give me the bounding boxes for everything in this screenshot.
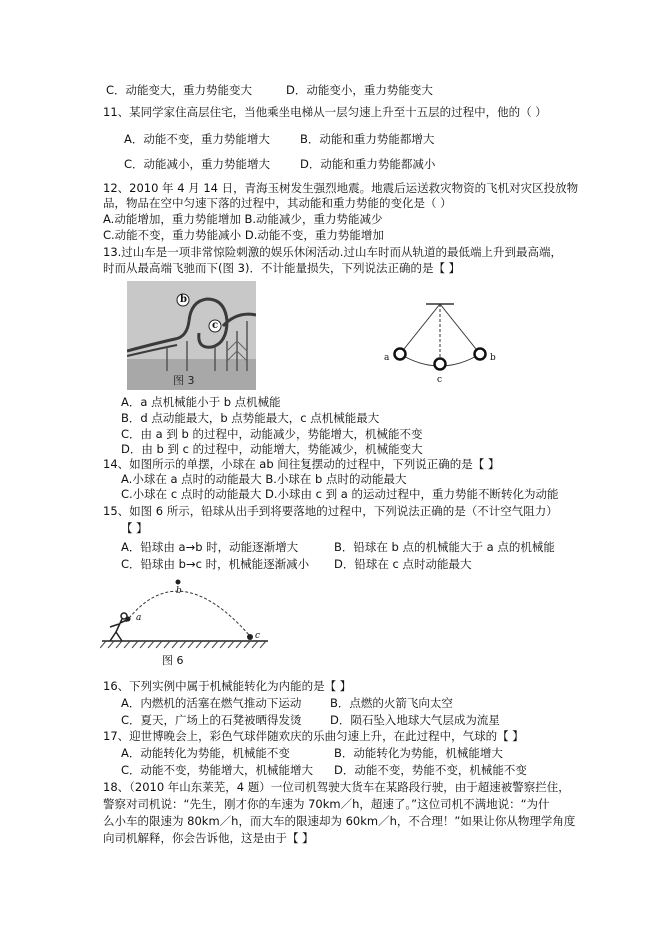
photo-point-c: c — [212, 320, 219, 331]
q14-options-ab: A.小球在 a 点时的动能最大 B.小球在 b 点时的动能最大 — [121, 472, 407, 486]
q15-stem-line1: 15、如图 6 所示，铅球从出手到将要落地的过程中，下列说法正确的是（不计空气阻力） — [103, 504, 558, 518]
q12-options-cd: C.动能不变，重力势能减小 D.动能不变，重力势能增加 — [103, 228, 384, 242]
q18-line3: 么小车的限速为 80km／h，而大车的限速却为 60km／h，不合理！”如果让你从物理学角度 — [103, 814, 576, 828]
q13-option-b: B．d 点动能最大，b 点势能最大，c 点机械能最大 — [121, 411, 380, 425]
shot-point-c: c — [255, 631, 261, 641]
q10-option-d: D．动能变小，重力势能变大 — [286, 83, 433, 97]
q11-option-c: C．动能减小，重力势能增大 — [124, 157, 271, 171]
q17-option-b: B．动能转化为势能，机械能增大 — [334, 746, 503, 760]
q11-option-a: A．动能不变，重力势能增大 — [124, 132, 270, 146]
q15-stem-line2: 【 】 — [121, 521, 148, 535]
q17-option-d: D．动能不变，势能不变，机械能不变 — [334, 763, 527, 777]
q13-option-c: C．由 a 到 b 的过程中，动能减少，势能增大，机械能不变 — [121, 427, 423, 441]
q14-stem: 14、如图所示的单摆，小球在 ab 间往复摆动的过程中，下列说正确的是【 】 — [103, 457, 500, 471]
q15-option-b: B．铅球在 b 点的机械能大于 a 点的机械能 — [334, 540, 555, 554]
q17-stem: 17、迎世博晚会上，彩色气球伴随欢庆的乐曲匀速上升，在此过程中，气球的【 】 — [103, 729, 524, 743]
shot-point-a: a — [136, 613, 142, 623]
q12-options-ab: A.动能增加，重力势能增加 B.动能减少，重力势能减少 — [103, 212, 383, 226]
q13-stem-line2: 时而从最高端飞驰而下(图 3)．不计能量损失，下列说法正确的是【 】 — [103, 261, 461, 275]
pendulum-point-b: b — [490, 353, 496, 363]
q17-option-c: C．动能不变，势能增大，机械能增大 — [121, 763, 314, 777]
photo-point-b: b — [180, 294, 187, 305]
q11-option-d: D．动能和重力势能都减小 — [300, 157, 436, 171]
q13-option-d: D．由 b 到 c 的过程中，动能增大，势能减少，机械能变大 — [121, 442, 423, 456]
q18-line4: 向司机解释，你会告诉他，这是由于【 】 — [103, 831, 314, 845]
pendulum-point-c: c — [437, 375, 443, 385]
q16-option-b: B．点燃的火箭飞向太空 — [330, 696, 453, 710]
figure-3-label: 图 3 — [173, 374, 195, 387]
shot-put-illustration — [100, 572, 270, 670]
shot-put-diagram — [100, 572, 270, 670]
q11-option-b: B．动能和重力势能都增大 — [300, 132, 435, 146]
q16-option-a: A．内燃机的活塞在燃气推动下运动 — [121, 696, 302, 710]
q18-line1: 18、（2010 年山东莱芜，4 题）一位司机驾驶大货车在某路段行驶，由于超速被警察拦住， — [103, 780, 570, 794]
q13-stem-line1: 13.过山车是一项非常惊险刺激的娱乐休闲活动.过山车时而从轨道的最低端上升到最高端， — [103, 245, 562, 259]
q14-options-cd: C.小球在 c 点时的动能最大 D.小球由 c 到 a 的运动过程中，重力势能不断转化为动能 — [121, 487, 559, 501]
q10-option-c: C．动能变大，重力势能变大 — [106, 83, 253, 97]
pendulum-point-a: a — [384, 353, 390, 363]
q18-line2: 警察对司机说：“先生，刚才你的车速为 70km／h，超速了。”这位司机不满地说：“为什 — [103, 797, 550, 811]
roller-coaster-photo — [127, 281, 256, 390]
q13-option-a: A．a 点机械能小于 b 点机械能 — [121, 395, 281, 409]
q17-option-a: A．动能转化为势能，机械能不变 — [121, 746, 290, 760]
q11-stem: 11、某同学家住高层住宅，当他乘坐电梯从一层匀速上升至十五层的过程中，他的（ ） — [103, 105, 547, 119]
pendulum-diagram — [380, 300, 500, 390]
q12-stem-line2: 品，物品在空中匀速下落的过程中，其动能和重力势能的变化是（ ） — [103, 196, 452, 210]
q16-stem: 16、下列实例中属于机械能转化为内能的是【 】 — [103, 679, 352, 693]
q12-stem-line1: 12、2010 年 4 月 14 日，青海玉树发生强烈地震。地震后运送救灾物资的飞机对灾区投放物 — [103, 181, 579, 195]
q16-option-d: D．陨石坠入地球大气层成为流星 — [330, 713, 500, 727]
q16-option-c: C．夏天，广场上的石凳被晒得发烫 — [121, 713, 302, 727]
q15-option-c: C．铅球由 b→c 时，机械能逐渐减小 — [121, 557, 310, 571]
q15-option-d: D．铅球在 c 点时动能最大 — [334, 557, 472, 571]
figure-6-label: 图 6 — [162, 654, 184, 667]
shot-point-b: b — [176, 586, 182, 596]
q15-option-a: A．铅球由 a→b 时，动能逐渐增大 — [121, 540, 299, 554]
